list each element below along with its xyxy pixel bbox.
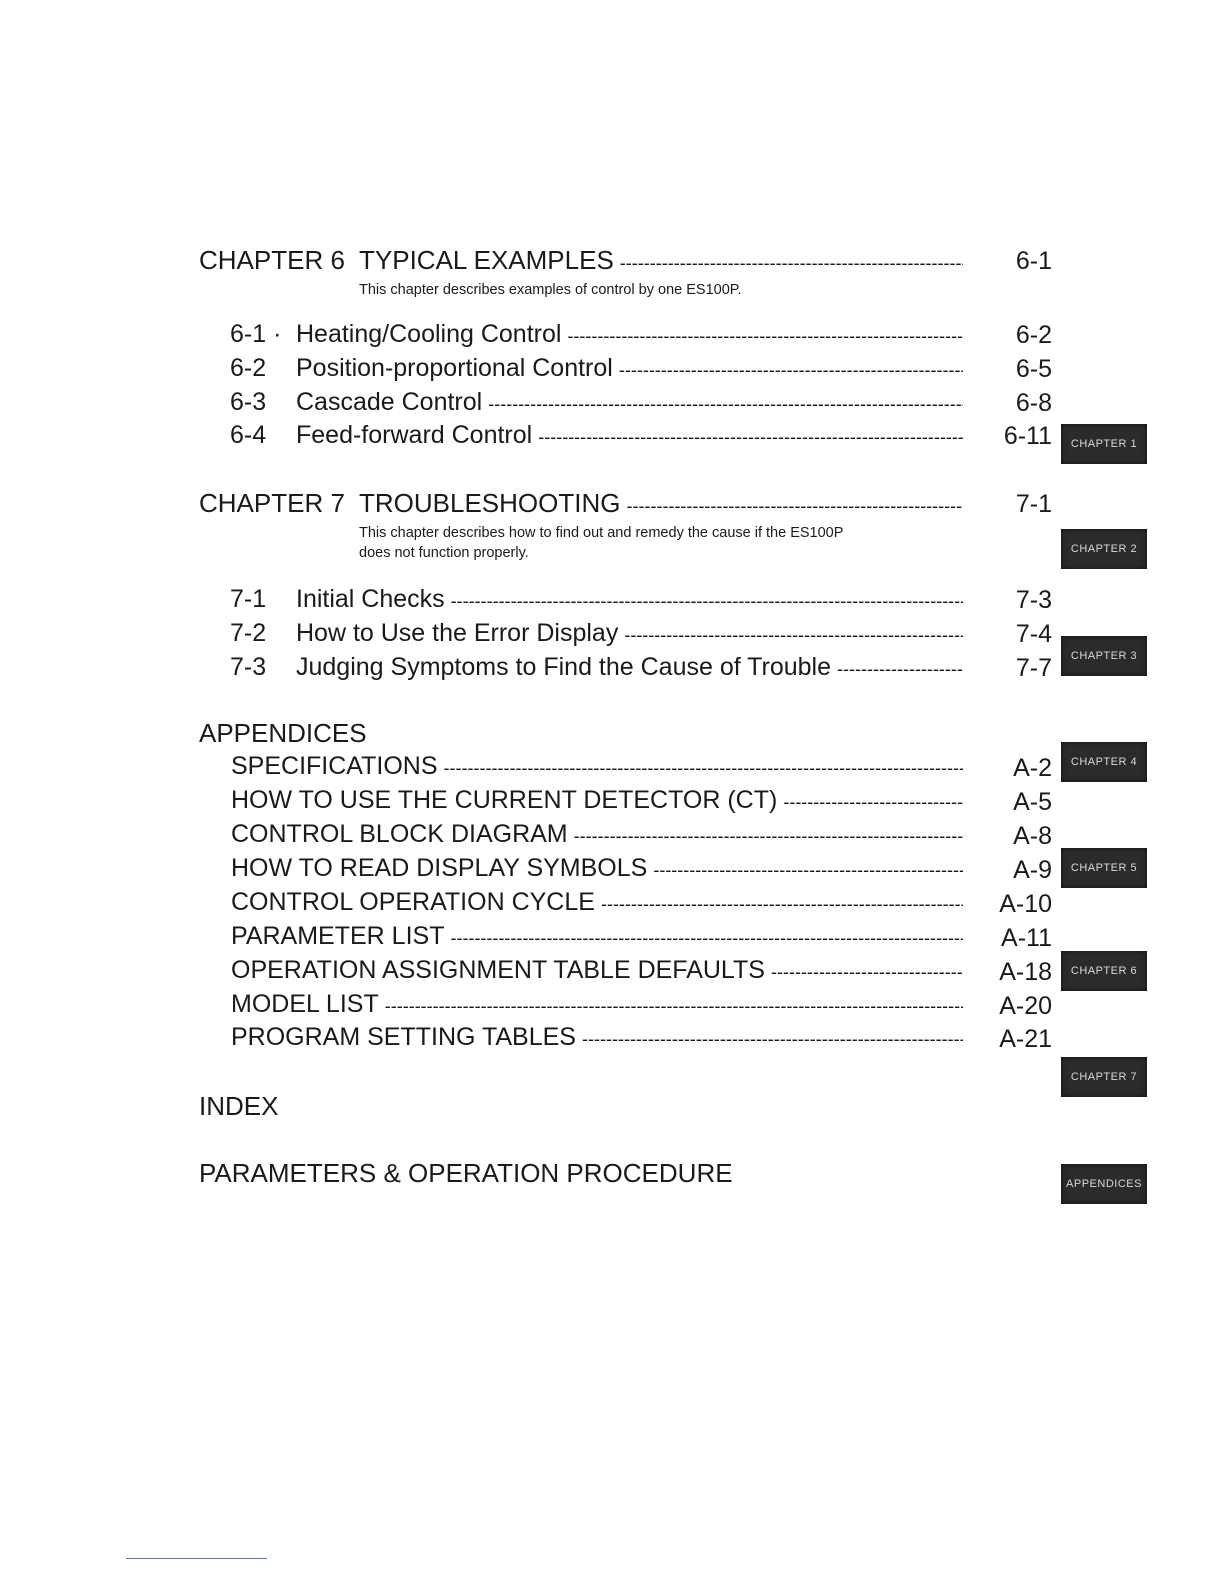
chapter-7-description-line-1: This chapter describes how to find out and remedy the cause if the ES100P	[359, 525, 844, 541]
section-page: 7-7	[1015, 654, 1052, 682]
toc-entry[interactable]	[230, 421, 967, 450]
appendix-title: SPECIFICATIONS	[231, 752, 438, 780]
section-title: Heating/Cooling Control	[296, 320, 562, 348]
chapter-6-title: TYPICAL EXAMPLES	[359, 245, 614, 275]
dot-leader	[783, 786, 963, 815]
appendix-title: MODEL LIST	[231, 990, 379, 1018]
tab-chapter-4[interactable]: CHAPTER 4	[1061, 742, 1147, 782]
section-page: 7-3	[1015, 586, 1052, 614]
dot-leader	[488, 388, 963, 417]
chapter-7-heading-row[interactable]	[199, 488, 967, 519]
chapter-6-heading-row[interactable]	[199, 245, 967, 276]
chapter-7-page: 7-1	[1015, 490, 1052, 518]
section-page: 6-11	[1003, 422, 1052, 450]
appendix-page: A-11	[1001, 924, 1052, 952]
toc-entry[interactable]	[230, 619, 967, 648]
dot-leader	[451, 585, 963, 614]
section-number: 7-3	[230, 653, 267, 681]
toc-entry[interactable]	[230, 320, 967, 349]
section-page: 6-5	[1015, 355, 1052, 383]
appendix-title: CONTROL BLOCK DIAGRAM	[231, 820, 568, 848]
section-number: 6-1 ·	[230, 320, 282, 348]
appendix-page: A-21	[999, 1025, 1052, 1053]
tab-chapter-1[interactable]: CHAPTER 1	[1061, 424, 1147, 464]
tab-chapter-2[interactable]: CHAPTER 2	[1061, 529, 1147, 569]
appendix-entry[interactable]	[231, 990, 967, 1019]
section-title: Feed-forward Control	[296, 421, 533, 449]
chapter-6-page: 6-1	[1015, 247, 1052, 275]
toc-entry[interactable]	[230, 388, 967, 417]
dot-leader	[444, 752, 963, 781]
section-title: Cascade Control	[296, 388, 483, 416]
appendix-page: A-10	[999, 890, 1052, 918]
dot-leader	[624, 619, 963, 648]
tab-chapter-3[interactable]: CHAPTER 3	[1061, 636, 1147, 676]
section-page: 6-8	[1015, 389, 1052, 417]
dot-leader	[567, 320, 963, 349]
section-page: 7-4	[1015, 620, 1052, 648]
appendix-entry[interactable]	[231, 752, 967, 781]
appendix-entry[interactable]	[231, 820, 967, 849]
dot-leader	[385, 990, 963, 1019]
tab-chapter-5[interactable]: CHAPTER 5	[1061, 848, 1147, 888]
dot-leader	[626, 488, 963, 519]
dot-leader	[837, 653, 963, 682]
appendix-title: HOW TO USE THE CURRENT DETECTOR (CT)	[231, 786, 778, 814]
dot-leader	[538, 421, 963, 450]
appendix-title: OPERATION ASSIGNMENT TABLE DEFAULTS	[231, 956, 765, 984]
chapter-7-description-line-2: does not function properly.	[359, 545, 529, 561]
section-number: 6-3	[230, 388, 267, 416]
dot-leader	[582, 1023, 963, 1052]
appendices-heading[interactable]: APPENDICES	[199, 718, 367, 748]
dot-leader	[771, 956, 963, 985]
toc-entry[interactable]	[230, 653, 967, 682]
dot-leader	[450, 922, 963, 951]
appendix-page: A-5	[1013, 788, 1052, 816]
section-number: 6-4	[230, 421, 267, 449]
appendix-title: PROGRAM SETTING TABLES	[231, 1023, 576, 1051]
parameters-heading[interactable]: PARAMETERS & OPERATION PROCEDURE	[199, 1158, 733, 1188]
chapter-7-title: TROUBLESHOOTING	[359, 488, 621, 518]
tab-appendices[interactable]: APPENDICES	[1061, 1164, 1147, 1204]
dot-leader	[619, 354, 963, 383]
appendix-page: A-18	[999, 958, 1052, 986]
tab-chapter-6[interactable]: CHAPTER 6	[1061, 951, 1147, 991]
appendix-page: A-8	[1013, 822, 1052, 850]
toc-entry[interactable]	[230, 354, 967, 383]
index-heading[interactable]: INDEX	[199, 1091, 279, 1121]
tab-chapter-7[interactable]: CHAPTER 7	[1061, 1057, 1147, 1097]
appendix-page: A-2	[1013, 754, 1052, 782]
section-number: 7-1	[230, 585, 267, 613]
appendix-entry[interactable]	[231, 888, 967, 917]
appendix-entry[interactable]	[231, 854, 967, 883]
appendix-title: HOW TO READ DISPLAY SYMBOLS	[231, 854, 648, 882]
dot-leader	[620, 245, 963, 276]
dot-leader	[601, 888, 963, 917]
appendix-title: CONTROL OPERATION CYCLE	[231, 888, 595, 916]
dot-leader	[653, 854, 963, 883]
bottom-rule	[126, 1558, 267, 1559]
appendix-page: A-20	[999, 992, 1052, 1020]
toc-entry[interactable]	[230, 585, 967, 614]
appendix-entry[interactable]	[231, 922, 967, 951]
section-number: 6-2	[230, 354, 267, 382]
appendix-page: A-9	[1013, 856, 1052, 884]
chapter-6-description: This chapter describes examples of control by one ES100P.	[359, 282, 742, 298]
section-page: 6-2	[1015, 321, 1052, 349]
appendix-entry[interactable]	[231, 1023, 967, 1052]
appendix-entry[interactable]	[231, 956, 967, 985]
section-title: Judging Symptoms to Find the Cause of Trouble	[296, 653, 832, 681]
appendix-title: PARAMETER LIST	[231, 922, 445, 950]
chapter-7-label: CHAPTER 7	[199, 488, 345, 518]
section-title: How to Use the Error Display	[296, 619, 619, 647]
section-title: Position-proportional Control	[296, 354, 613, 382]
section-number: 7-2	[230, 619, 267, 647]
section-title: Initial Checks	[296, 585, 445, 613]
chapter-6-label: CHAPTER 6	[199, 245, 345, 275]
appendix-entry[interactable]	[231, 786, 967, 815]
dot-leader	[574, 820, 963, 849]
